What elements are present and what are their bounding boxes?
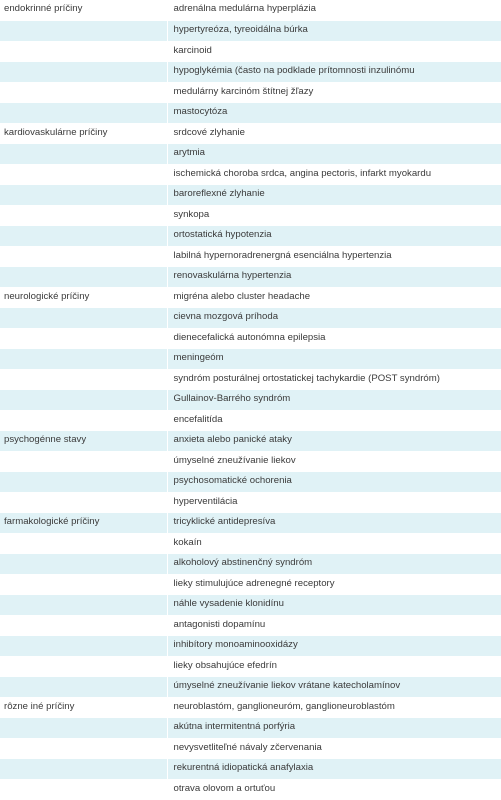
cause-cell: encefalitída <box>167 410 501 431</box>
cause-cell: hypertyreóza, tyreoidálna búrka <box>167 21 501 42</box>
category-cell <box>0 185 167 206</box>
table-row <box>0 287 501 308</box>
category-cell: farmakologické príčiny <box>0 513 167 534</box>
category-cell <box>0 492 167 513</box>
category-cell <box>0 718 167 739</box>
cause-cell: alkoholový abstinenčný syndróm <box>167 554 501 575</box>
category-cell <box>0 390 167 411</box>
table-row <box>0 123 501 144</box>
category-cell: endokrinné príčiny <box>0 0 167 21</box>
category-cell <box>0 554 167 575</box>
cause-cell: hypoglykémia (často na podklade prítomnosti inzulinómu <box>167 62 501 83</box>
category-cell: kardiovaskulárne príčiny <box>0 123 167 144</box>
cause-cell: otrava olovom a ortuťou <box>167 779 501 800</box>
cause-cell: lieky obsahujúce efedrín <box>167 656 501 677</box>
table-row <box>0 615 501 636</box>
cause-cell: Gullainov-Barrého syndróm <box>167 390 501 411</box>
category-cell <box>0 103 167 124</box>
category-cell <box>0 533 167 554</box>
table-row <box>0 738 501 759</box>
cause-cell: ischemická choroba srdca, angina pectoris, infarkt myokardu <box>167 164 501 185</box>
category-cell <box>0 349 167 370</box>
category-cell <box>0 738 167 759</box>
category-cell <box>0 656 167 677</box>
category-cell <box>0 615 167 636</box>
table-row <box>0 472 501 493</box>
category-cell <box>0 246 167 267</box>
category-cell <box>0 595 167 616</box>
cause-cell: akútna intermitentná porfýria <box>167 718 501 739</box>
table-row <box>0 267 501 288</box>
cause-cell: synkopa <box>167 205 501 226</box>
category-cell <box>0 82 167 103</box>
cause-cell: srdcové zlyhanie <box>167 123 501 144</box>
category-cell <box>0 144 167 165</box>
category-cell <box>0 677 167 698</box>
cause-cell: labilná hypernoradrenergná esenciálna hypertenzia <box>167 246 501 267</box>
cause-cell: rekurentná idiopatická anafylaxia <box>167 759 501 780</box>
table-row <box>0 246 501 267</box>
table-row <box>0 41 501 62</box>
table-row <box>0 390 501 411</box>
table-row <box>0 574 501 595</box>
table-row <box>0 636 501 657</box>
category-cell <box>0 267 167 288</box>
cause-cell: náhle vysadenie klonidínu <box>167 595 501 616</box>
cause-cell: hyperventilácia <box>167 492 501 513</box>
cause-cell: mastocytóza <box>167 103 501 124</box>
cause-cell: psychosomatické ochorenia <box>167 472 501 493</box>
cause-cell: baroreflexné zlyhanie <box>167 185 501 206</box>
table-row <box>0 185 501 206</box>
cause-cell: úmyselné zneužívanie liekov <box>167 451 501 472</box>
table-row <box>0 677 501 698</box>
cause-cell: migréna alebo cluster headache <box>167 287 501 308</box>
cause-cell: ortostatická hypotenzia <box>167 226 501 247</box>
cause-cell: syndróm posturálnej ortostatickej tachykardie (POST syndróm) <box>167 369 501 390</box>
table-row <box>0 554 501 575</box>
table-row <box>0 533 501 554</box>
category-cell <box>0 41 167 62</box>
category-cell: neurologické príčiny <box>0 287 167 308</box>
category-cell <box>0 472 167 493</box>
cause-cell: meningeóm <box>167 349 501 370</box>
cause-cell: medulárny karcinóm štítnej žľazy <box>167 82 501 103</box>
category-cell <box>0 779 167 800</box>
category-cell <box>0 21 167 42</box>
cause-cell: kokaín <box>167 533 501 554</box>
cause-cell: arytmia <box>167 144 501 165</box>
category-cell <box>0 759 167 780</box>
table-row <box>0 205 501 226</box>
table-row <box>0 656 501 677</box>
table-row <box>0 595 501 616</box>
table-row <box>0 82 501 103</box>
category-cell <box>0 164 167 185</box>
category-cell <box>0 410 167 431</box>
table-row <box>0 492 501 513</box>
cause-cell: lieky stimulujúce adrenegné receptory <box>167 574 501 595</box>
cause-cell: úmyselné zneužívanie liekov vrátane katecholamínov <box>167 677 501 698</box>
category-cell <box>0 308 167 329</box>
cause-cell: neuroblastóm, ganglioneuróm, ganglioneuroblastóm <box>167 697 501 718</box>
category-cell <box>0 62 167 83</box>
table-row <box>0 226 501 247</box>
table-row <box>0 451 501 472</box>
table-row <box>0 328 501 349</box>
cause-cell: dienecefalická autonómna epilepsia <box>167 328 501 349</box>
category-cell <box>0 205 167 226</box>
table-row <box>0 103 501 124</box>
table-row <box>0 144 501 165</box>
cause-cell: tricyklické antidepresíva <box>167 513 501 534</box>
category-cell <box>0 574 167 595</box>
table-row <box>0 697 501 718</box>
cause-cell: nevysvetliteľné návaly zčervenania <box>167 738 501 759</box>
category-cell: psychogénne stavy <box>0 431 167 452</box>
table-row <box>0 513 501 534</box>
cause-cell: cievna mozgová príhoda <box>167 308 501 329</box>
table-row <box>0 759 501 780</box>
table-row <box>0 410 501 431</box>
table-row <box>0 21 501 42</box>
cause-cell: adrenálna medulárna hyperplázia <box>167 0 501 21</box>
cause-cell: antagonisti dopamínu <box>167 615 501 636</box>
table-row <box>0 349 501 370</box>
table-row <box>0 431 501 452</box>
cause-cell: anxieta alebo panické ataky <box>167 431 501 452</box>
table-row <box>0 779 501 800</box>
category-cell <box>0 226 167 247</box>
table-row <box>0 718 501 739</box>
category-cell <box>0 328 167 349</box>
category-cell <box>0 451 167 472</box>
category-cell: rôzne iné príčiny <box>0 697 167 718</box>
cause-cell: renovaskulárna hypertenzia <box>167 267 501 288</box>
table-row <box>0 308 501 329</box>
table-row <box>0 62 501 83</box>
table-row <box>0 0 501 21</box>
cause-cell: inhibítory monoaminooxidázy <box>167 636 501 657</box>
category-cell <box>0 636 167 657</box>
table-row <box>0 369 501 390</box>
cause-cell: karcinoid <box>167 41 501 62</box>
category-cell <box>0 369 167 390</box>
table-row <box>0 164 501 185</box>
